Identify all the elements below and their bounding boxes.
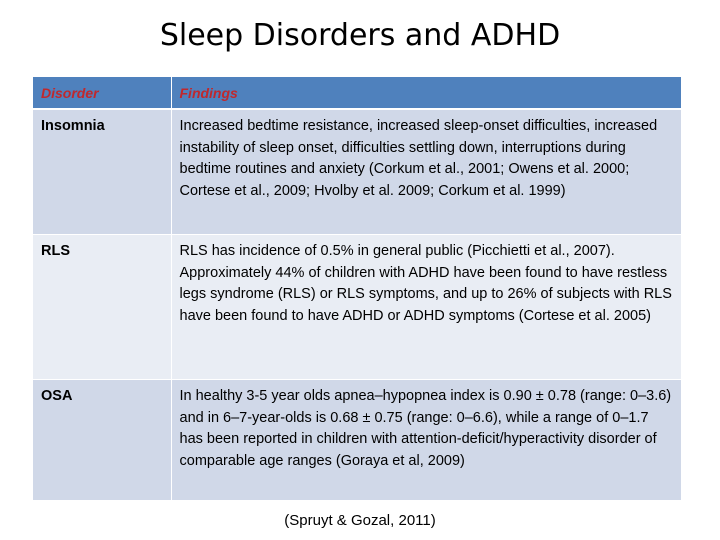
findings-cell: RLS has incidence of 0.5% in general public (Picchietti et al., 2007). Approximately 44% of children with ADHD have been found to have restless legs syndrome (RLS) or RLS symptoms, and up to 26% of subjects with RLS have been found to have ADHD or ADHD symptoms (Cortese et al. 2005) [171,235,681,380]
table-row [33,380,681,501]
findings-cell: In healthy 3-5 year olds apnea–hypopnea index is 0.90 ± 0.78 (range: 0–3.6) and in 6–7-year-olds is 0.68 ± 0.75 (range: 0–6.6), while a range of 0–1.7 has been reported in children with attention-deficit/hyperactivity disorder of comparable age ranges (Goraya et al, 2009) [171,380,681,501]
source-citation: (Spruyt & Gozal, 2011) [284,512,436,529]
table-row [33,235,681,380]
header-disorder: Disorder [33,77,171,109]
slide-title: Sleep Disorders and ADHD [159,18,561,53]
table-header-row [33,77,681,109]
table-row [33,109,681,235]
disorders-table [33,77,681,501]
findings-cell: Increased bedtime resistance, increased sleep-onset difficulties, increased instability of sleep onset, difficulties settling down, interruptions during bedtime routines and anxiety (Corkum et al., 2001; Owens et al. 2000; Cortese et al., 2009; Hvolby et al. 2009; Corkum et al. 1999) [171,109,681,235]
disorder-cell: OSA [33,380,171,501]
disorder-cell: RLS [33,235,171,380]
header-findings: Findings [171,77,681,109]
disorder-cell: Insomnia [33,109,171,235]
